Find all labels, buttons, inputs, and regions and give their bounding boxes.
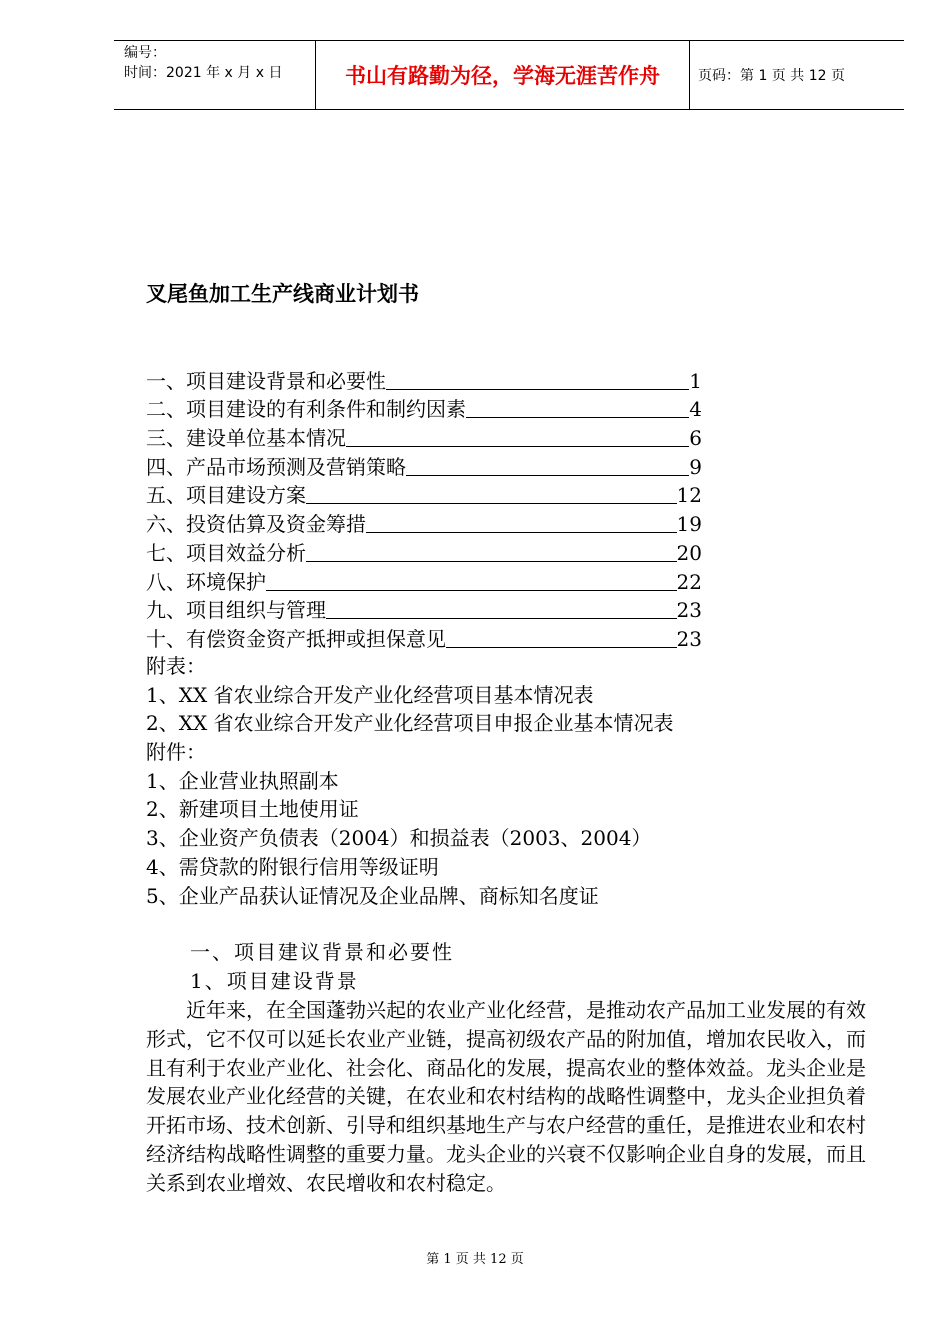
toc-label: 四、产品市场预测及营销策略 bbox=[146, 454, 406, 479]
toc-page: 23 bbox=[676, 598, 702, 623]
toc-entry[interactable] bbox=[146, 567, 702, 596]
toc-entry[interactable] bbox=[146, 624, 702, 653]
section-heading: 一、项目建议背景和必要性 bbox=[190, 940, 454, 964]
list-item: 2、XX 省农业综合开发产业化经营项目申报企业基本情况表 bbox=[146, 711, 674, 736]
list-item: 4、需贷款的附银行信用等级证明 bbox=[146, 854, 439, 879]
toc-leader bbox=[466, 416, 689, 418]
toc-leader bbox=[306, 502, 677, 504]
motto: 书山有路勤为径，学海无涯苦作舟 bbox=[316, 41, 690, 109]
toc-label: 五、项目建设方案 bbox=[146, 483, 306, 508]
toc-leader bbox=[406, 474, 689, 476]
section-1 bbox=[146, 938, 866, 1198]
toc-label: 一、项目建设背景和必要性 bbox=[146, 368, 386, 393]
toc-entry[interactable] bbox=[146, 395, 702, 424]
list-item: 1、企业营业执照副本 bbox=[146, 768, 339, 793]
time-label: 时间：2021 年 x 月 x 日 bbox=[124, 65, 283, 81]
toc-leader bbox=[326, 617, 677, 619]
list-item: 5、企业产品获认证情况及企业品牌、商标知名度证 bbox=[146, 883, 599, 908]
section-subheading: 1、项目建设背景 bbox=[190, 969, 359, 993]
toc-entry[interactable] bbox=[146, 538, 702, 567]
toc-label: 七、项目效益分析 bbox=[146, 540, 306, 565]
list-item: 2、新建项目土地使用证 bbox=[146, 797, 359, 822]
table-of-contents bbox=[146, 366, 702, 653]
number-label: 编号： bbox=[124, 45, 166, 61]
toc-entry[interactable] bbox=[146, 423, 702, 452]
toc-label: 九、项目组织与管理 bbox=[146, 598, 326, 623]
toc-page: 1 bbox=[689, 368, 702, 393]
toc-page: 9 bbox=[689, 454, 702, 479]
toc-leader bbox=[386, 388, 689, 390]
toc-label: 八、环境保护 bbox=[146, 569, 266, 594]
list-item: 3、企业资产负债表（2004）和损益表（2003、2004） bbox=[146, 826, 652, 851]
toc-page: 23 bbox=[676, 626, 702, 651]
toc-leader bbox=[446, 646, 677, 648]
list-item: 1、XX 省农业综合开发产业化经营项目基本情况表 bbox=[146, 682, 594, 707]
toc-entry[interactable] bbox=[146, 596, 702, 625]
toc-page: 12 bbox=[676, 483, 702, 508]
toc-page: 22 bbox=[676, 569, 702, 594]
toc-label: 六、投资估算及资金筹措 bbox=[146, 512, 366, 537]
page-info: 页码：第 1 页 共 12 页 bbox=[698, 68, 845, 84]
toc-entry[interactable] bbox=[146, 509, 702, 538]
header-meta-cell bbox=[114, 41, 316, 109]
body-paragraph: 近年来，在全国蓬勃兴起的农业产业化经营，是推动农产品加工业发展的有效形式，它不仅可以延长农业产业链，提高初级农产品的附加值，增加农民收入，而且有利于农业产业化、社会化、商品化的发展，提高农业的整体效益。龙头企业是发展农业产业化经营的关键，在农业和农村结构的战略性调整中，龙头企业担负着开拓市场、技术创新、引导和组织基地生产与农户经营的重任，是推进农业和农村经济结构战略性调整的重要力量。龙头企业的兴衰不仅影响企业自身的发展，而且关系到农业增效、农民增收和农村稳定。 bbox=[146, 998, 866, 1195]
toc-leader bbox=[306, 560, 677, 562]
toc-entry[interactable] bbox=[146, 481, 702, 510]
toc-label: 二、项目建设的有利条件和制约因素 bbox=[146, 397, 466, 422]
toc-label: 三、建设单位基本情况 bbox=[146, 426, 346, 451]
appendix-list bbox=[146, 652, 674, 910]
toc-label: 十、有偿资金资产抵押或担保意见 bbox=[146, 626, 446, 651]
toc-page: 6 bbox=[689, 426, 702, 451]
toc-entry[interactable] bbox=[146, 366, 702, 395]
toc-entry[interactable] bbox=[146, 452, 702, 481]
toc-page: 4 bbox=[689, 397, 702, 422]
toc-page: 20 bbox=[676, 540, 702, 565]
page-footer: 第 1 页 共 12 页 bbox=[426, 1252, 524, 1267]
attachments-heading: 附件： bbox=[146, 740, 206, 765]
toc-leader bbox=[366, 531, 677, 533]
toc-leader bbox=[266, 589, 677, 591]
header-table bbox=[114, 40, 904, 110]
document-title: 叉尾鱼加工生产线商业计划书 bbox=[146, 282, 419, 306]
appendix-tables-heading: 附表： bbox=[146, 654, 206, 678]
toc-page: 19 bbox=[676, 512, 702, 537]
toc-leader bbox=[346, 445, 689, 447]
